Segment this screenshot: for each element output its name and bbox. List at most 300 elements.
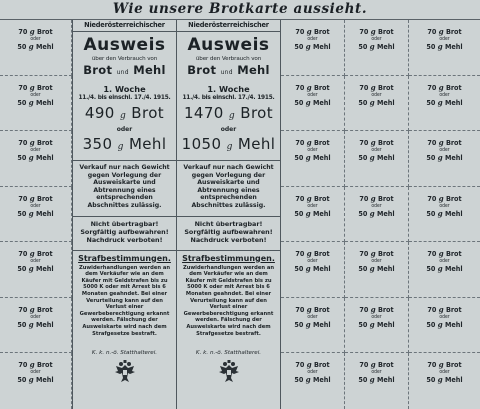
coupon-bread-word: Brot: [377, 138, 394, 148]
coupon-flour-line: [0, 154, 71, 162]
coupon-flour-word: Mehl: [376, 42, 395, 51]
card-amount-bread-num: 1470: [183, 104, 224, 122]
card-amount-bread: [73, 104, 176, 126]
bread-coupon: [409, 20, 480, 76]
coupon-flour-line: [345, 376, 408, 384]
coupon-or-word: oder: [307, 147, 318, 154]
coupon-flour-amount: 50: [426, 319, 436, 329]
coupon-bread-unit: g: [306, 27, 312, 36]
coupon-flour-unit: g: [28, 97, 34, 107]
coupon-bread-unit: g: [370, 193, 376, 203]
card-amount-flour-word: Mehl: [128, 135, 167, 153]
coupon-flour-unit: g: [437, 375, 443, 385]
coupon-bread-word: Brot: [313, 193, 330, 203]
coupon-or-word: oder: [30, 313, 41, 320]
coupon-flour-unit: g: [28, 42, 34, 51]
coupon-flour-word: Mehl: [312, 375, 331, 385]
coupon-bread-line: [0, 28, 71, 36]
card-amount-flour-unit: g: [226, 142, 233, 152]
coupon-bread-word: Brot: [377, 360, 394, 370]
bread-coupon: [0, 131, 72, 187]
coupon-bread-word: Brot: [445, 82, 462, 92]
coupon-flour-line: [409, 376, 480, 384]
bread-coupon: [345, 20, 409, 76]
coupon-flour-amount: 50: [426, 264, 436, 274]
coupon-bread-amount: 70: [427, 138, 437, 148]
coupon-flour-line: [0, 210, 71, 218]
coupon-flour-amount: 50: [426, 375, 436, 385]
coupon-or-word: oder: [30, 36, 41, 42]
coupon-bread-amount: 70: [18, 27, 28, 36]
coupon-bread-line: [345, 250, 408, 258]
coupon-bread-line: [281, 361, 344, 369]
coupon-bread-word: Brot: [36, 193, 53, 203]
coupon-bread-unit: g: [29, 27, 35, 36]
coupon-flour-line: [281, 210, 344, 218]
coupon-bread-amount: 70: [359, 304, 369, 314]
coupon-flour-line: [0, 43, 71, 51]
coupon-flour-line: [345, 265, 408, 273]
coupon-bread-word: Brot: [377, 304, 394, 314]
coupon-flour-amount: 50: [358, 42, 368, 51]
coupon-flour-unit: g: [369, 375, 375, 385]
coupon-or-word: oder: [371, 202, 382, 209]
coupon-bread-amount: 70: [18, 82, 28, 92]
coupon-flour-unit: g: [437, 208, 443, 218]
card-amount-flour: [177, 135, 280, 157]
card-week: 1. Woche: [103, 84, 146, 94]
coupon-flour-unit: g: [28, 375, 34, 385]
coupon-flour-word: Mehl: [444, 208, 463, 218]
coupon-flour-word: Mehl: [35, 375, 54, 385]
coupon-bread-line: [409, 250, 480, 258]
coupon-bread-word: Brot: [445, 360, 462, 370]
coupon-flour-word: Mehl: [376, 208, 395, 218]
coupon-bread-amount: 70: [18, 304, 28, 314]
coupon-bread-unit: g: [29, 360, 35, 370]
coupon-bread-unit: g: [29, 82, 35, 92]
coupon-bread-word: Brot: [313, 249, 330, 259]
coupon-or-word: oder: [30, 202, 41, 209]
coupon-bread-line: [281, 84, 344, 92]
coupon-flour-word: Mehl: [35, 42, 54, 51]
double-eagle-emblem: [114, 360, 136, 384]
coupon-flour-amount: 50: [294, 208, 304, 218]
coupon-bread-amount: 70: [359, 193, 369, 203]
coupon-bread-unit: g: [29, 304, 35, 314]
card-amount-flour-word: Mehl: [237, 135, 276, 153]
coupon-flour-line: [409, 99, 480, 107]
card-brot-word: Brot: [83, 63, 113, 77]
coupon-flour-unit: g: [437, 42, 443, 51]
coupon-flour-amount: 50: [294, 319, 304, 329]
card-sales-text: Verkauf nur nach Gewicht gegen Vorlegung der Ausweiskarte und Abtrennung eines entsprechenden Abschnittes zulässig.: [183, 164, 274, 209]
coupon-or-word: oder: [30, 369, 41, 376]
coupon-flour-unit: g: [305, 208, 311, 218]
coupon-bread-amount: 70: [295, 193, 305, 203]
coupon-flour-unit: g: [305, 97, 311, 107]
coupon-flour-unit: g: [437, 319, 443, 329]
coupon-bread-amount: 70: [18, 249, 28, 259]
coupon-bread-unit: g: [438, 249, 444, 259]
card-warning-reprint: Nachdruck verboten!: [86, 235, 163, 244]
coupon-flour-unit: g: [305, 42, 311, 51]
coupon-bread-amount: 70: [427, 304, 437, 314]
bread-coupon: [281, 187, 345, 243]
coupon-bread-unit: g: [438, 138, 444, 148]
coupon-bread-word: Brot: [36, 138, 53, 148]
ration-sheet: [0, 19, 480, 409]
coupon-or-word: oder: [30, 91, 41, 98]
coupon-bread-word: Brot: [445, 27, 462, 36]
coupon-bread-line: [345, 84, 408, 92]
coupon-bread-line: [345, 306, 408, 314]
ration-card-1: [72, 20, 177, 409]
card-amount-flour-num: 350: [82, 135, 113, 153]
coupon-bread-amount: 70: [359, 138, 369, 148]
coupon-flour-word: Mehl: [312, 42, 331, 51]
coupon-flour-amount: 50: [17, 153, 27, 163]
coupon-bread-amount: 70: [295, 27, 305, 36]
coupon-bread-amount: 70: [359, 82, 369, 92]
coupon-bread-line: [345, 28, 408, 36]
coupon-bread-amount: 70: [427, 249, 437, 259]
coupon-bread-unit: g: [306, 138, 312, 148]
card-amount-bread: [177, 104, 280, 126]
coupon-bread-unit: g: [370, 304, 376, 314]
coupon-bread-unit: g: [438, 27, 444, 36]
coupon-bread-unit: g: [438, 82, 444, 92]
coupon-flour-unit: g: [305, 264, 311, 274]
coupon-bread-word: Brot: [377, 249, 394, 259]
coupon-bread-unit: g: [370, 82, 376, 92]
coupon-bread-line: [345, 139, 408, 147]
double-eagle-emblem: [218, 360, 240, 384]
bread-coupon: [345, 76, 409, 132]
coupon-flour-line: [409, 265, 480, 273]
coupon-flour-unit: g: [28, 153, 34, 163]
coupon-flour-line: [0, 376, 71, 384]
card-office: K. k. n.-ö. Statthalterei.: [91, 350, 158, 357]
coupon-or-word: oder: [371, 369, 382, 376]
coupon-flour-amount: 50: [358, 264, 368, 274]
coupon-bread-amount: 70: [427, 360, 437, 370]
bread-coupon: [409, 131, 480, 187]
coupon-bread-amount: 70: [18, 360, 28, 370]
coupon-flour-unit: g: [369, 153, 375, 163]
coupon-bread-line: [281, 28, 344, 36]
coupon-flour-word: Mehl: [376, 375, 395, 385]
coupon-flour-word: Mehl: [312, 153, 331, 163]
bread-coupon: [345, 353, 409, 409]
coupon-bread-word: Brot: [36, 304, 53, 314]
coupon-bread-line: [0, 361, 71, 369]
bread-coupon: [345, 187, 409, 243]
coupon-bread-unit: g: [370, 27, 376, 36]
bread-coupon: [0, 76, 72, 132]
coupon-or-word: oder: [371, 313, 382, 320]
coupon-flour-word: Mehl: [376, 319, 395, 329]
coupon-bread-line: [281, 139, 344, 147]
coupon-flour-amount: 50: [358, 319, 368, 329]
bread-coupon: [345, 131, 409, 187]
coupon-bread-line: [0, 195, 71, 203]
coupon-flour-amount: 50: [358, 375, 368, 385]
coupon-flour-unit: g: [437, 97, 443, 107]
coupon-flour-word: Mehl: [312, 208, 331, 218]
coupon-flour-unit: g: [28, 264, 34, 274]
coupon-flour-word: Mehl: [35, 208, 54, 218]
bread-coupon: [0, 187, 72, 243]
coupon-flour-unit: g: [369, 319, 375, 329]
card-amount-flour: [73, 135, 176, 157]
card-und-word: und: [220, 69, 233, 76]
coupon-flour-word: Mehl: [444, 153, 463, 163]
coupon-bread-unit: g: [370, 360, 376, 370]
coupon-or-word: oder: [307, 202, 318, 209]
coupon-bread-line: [409, 195, 480, 203]
coupon-flour-amount: 50: [294, 97, 304, 107]
coupon-bread-amount: 70: [359, 27, 369, 36]
coupon-flour-unit: g: [369, 264, 375, 274]
coupon-flour-unit: g: [305, 153, 311, 163]
coupon-bread-amount: 70: [295, 304, 305, 314]
bread-coupon: [409, 76, 480, 132]
coupon-flour-line: [345, 154, 408, 162]
coupon-flour-amount: 50: [426, 208, 436, 218]
card-bread-flour-line: [177, 63, 280, 80]
coupon-flour-line: [409, 154, 480, 162]
coupon-flour-unit: g: [28, 319, 34, 329]
coupon-flour-word: Mehl: [444, 97, 463, 107]
coupon-bread-word: Brot: [36, 27, 53, 36]
coupon-flour-unit: g: [369, 208, 375, 218]
coupon-flour-amount: 50: [17, 264, 27, 274]
bread-coupon: [281, 76, 345, 132]
coupon-bread-word: Brot: [445, 249, 462, 259]
bread-coupon: [0, 298, 72, 354]
coupon-flour-unit: g: [305, 375, 311, 385]
coupon-or-word: oder: [439, 369, 450, 376]
bread-coupon: [409, 242, 480, 298]
coupon-bread-line: [409, 84, 480, 92]
coupon-bread-unit: g: [438, 193, 444, 203]
card-subheading: über den Verbrauch von: [195, 56, 262, 62]
coupon-bread-amount: 70: [18, 193, 28, 203]
coupon-bread-amount: 70: [18, 138, 28, 148]
bread-coupon: [0, 353, 72, 409]
coupon-bread-line: [281, 195, 344, 203]
coupon-bread-word: Brot: [445, 138, 462, 148]
coupon-bread-word: Brot: [313, 27, 330, 36]
card-heading: Ausweis: [83, 35, 166, 55]
coupon-flour-amount: 50: [17, 375, 27, 385]
coupon-or-word: oder: [30, 258, 41, 265]
coupon-flour-word: Mehl: [35, 97, 54, 107]
coupon-flour-line: [409, 321, 480, 329]
coupon-flour-word: Mehl: [376, 153, 395, 163]
coupon-flour-unit: g: [437, 153, 443, 163]
bread-coupon: [345, 298, 409, 354]
card-or-word: oder: [220, 126, 237, 133]
card-week: 1. Woche: [207, 84, 250, 94]
coupon-flour-line: [0, 99, 71, 107]
coupon-or-word: oder: [371, 258, 382, 265]
coupon-flour-line: [345, 43, 408, 51]
card-und-word: und: [116, 69, 129, 76]
coupon-bread-word: Brot: [36, 249, 53, 259]
coupon-flour-line: [281, 376, 344, 384]
card-warning-nontransferable: Nicht übertragbar!: [90, 219, 159, 228]
coupon-bread-word: Brot: [36, 360, 53, 370]
coupon-bread-word: Brot: [313, 138, 330, 148]
bread-coupon: [281, 20, 345, 76]
coupon-flour-amount: 50: [17, 319, 27, 329]
bread-coupon: [345, 242, 409, 298]
coupon-flour-line: [409, 43, 480, 51]
coupon-bread-unit: g: [306, 249, 312, 259]
coupon-flour-line: [0, 321, 71, 329]
coupon-bread-amount: 70: [295, 360, 305, 370]
card-amount-bread-word: Brot: [240, 104, 274, 122]
coupon-flour-line: [281, 265, 344, 273]
coupon-bread-unit: g: [438, 360, 444, 370]
bread-coupon: [281, 298, 345, 354]
card-warning-nontransferable: Nicht übertragbar!: [194, 219, 263, 228]
coupon-bread-word: Brot: [313, 304, 330, 314]
bread-coupon: [0, 242, 72, 298]
card-bread-flour-line: [73, 63, 176, 80]
coupon-bread-line: [0, 84, 71, 92]
coupon-or-word: oder: [439, 36, 450, 42]
coupon-flour-word: Mehl: [312, 97, 331, 107]
coupon-or-word: oder: [371, 36, 382, 42]
coupon-bread-line: [345, 361, 408, 369]
bread-coupon: [281, 353, 345, 409]
coupon-or-word: oder: [439, 147, 450, 154]
card-subheading: über den Verbrauch von: [91, 56, 158, 62]
coupon-flour-word: Mehl: [312, 319, 331, 329]
coupon-bread-amount: 70: [427, 82, 437, 92]
bread-coupon: [409, 298, 480, 354]
coupon-flour-line: [281, 321, 344, 329]
coupon-bread-line: [0, 250, 71, 258]
card-penalty-text: Zuwiderhandlungen werden an dem Verkäufer wie an dem Käufer mit Geldstrafen bis zu 5000 K oder mit Arrest bis 6 Monaten geahndet. Bei einer Verurteilung kann auf den Verlust einer Gewerbeberechtigung erkannt werden. Fälschung der Ausweiskarte wird nach dem Strafgesetze bestraft.: [78, 264, 171, 337]
coupon-bread-unit: g: [306, 82, 312, 92]
coupon-flour-word: Mehl: [35, 319, 54, 329]
coupon-bread-amount: 70: [359, 249, 369, 259]
card-warnings: [73, 217, 176, 247]
coupon-flour-word: Mehl: [444, 319, 463, 329]
coupon-bread-word: Brot: [313, 82, 330, 92]
coupon-flour-line: [281, 154, 344, 162]
coupon-flour-word: Mehl: [35, 264, 54, 274]
coupon-flour-amount: 50: [358, 97, 368, 107]
coupon-bread-amount: 70: [295, 138, 305, 148]
coupon-or-word: oder: [307, 313, 318, 320]
coupon-flour-line: [281, 43, 344, 51]
coupon-bread-line: [345, 195, 408, 203]
card-warning-reprint: Nachdruck verboten!: [190, 235, 267, 244]
card-dates: 11./4. bis einschl. 17./4. 1915.: [78, 95, 171, 101]
card-amount-flour-num: 1050: [181, 135, 222, 153]
coupon-bread-unit: g: [306, 360, 312, 370]
coupon-or-word: oder: [439, 258, 450, 265]
coupon-bread-line: [409, 306, 480, 314]
card-amount-bread-unit: g: [228, 111, 236, 121]
coupon-flour-amount: 50: [426, 153, 436, 163]
coupon-bread-word: Brot: [313, 360, 330, 370]
card-amount-bread-unit: g: [119, 111, 127, 121]
coupon-flour-line: [0, 265, 71, 273]
coupon-or-word: oder: [371, 147, 382, 154]
card-warning-keep: Sorgfältig aufbewahren!: [184, 227, 273, 236]
card-amount-flour-unit: g: [117, 142, 124, 152]
coupon-bread-amount: 70: [295, 82, 305, 92]
coupon-flour-amount: 50: [17, 208, 27, 218]
coupon-flour-word: Mehl: [35, 153, 54, 163]
coupon-flour-amount: 50: [294, 42, 304, 51]
card-or-word: oder: [116, 126, 133, 133]
card-penalty-title: Strafbestimmungen.: [182, 253, 275, 263]
coupon-flour-amount: 50: [426, 42, 436, 51]
coupon-or-word: oder: [371, 91, 382, 98]
coupon-or-word: oder: [30, 147, 41, 154]
coupon-flour-line: [409, 210, 480, 218]
coupon-flour-word: Mehl: [444, 375, 463, 385]
coupon-bread-word: Brot: [445, 304, 462, 314]
bread-coupon: [0, 20, 72, 76]
coupon-bread-unit: g: [370, 249, 376, 259]
coupon-bread-word: Brot: [377, 82, 394, 92]
page-title: Wie unsere Brotkarte aussieht.: [112, 1, 368, 17]
coupon-bread-unit: g: [306, 304, 312, 314]
coupon-bread-line: [409, 28, 480, 36]
coupon-or-word: oder: [307, 258, 318, 265]
coupon-flour-unit: g: [28, 208, 34, 218]
coupon-bread-line: [409, 361, 480, 369]
coupon-flour-amount: 50: [358, 208, 368, 218]
coupon-or-word: oder: [307, 36, 318, 42]
ration-card-2: [177, 20, 281, 409]
coupon-bread-line: [0, 139, 71, 147]
coupon-flour-word: Mehl: [312, 264, 331, 274]
coupon-or-word: oder: [439, 202, 450, 209]
coupon-bread-unit: g: [370, 138, 376, 148]
coupon-bread-amount: 70: [427, 27, 437, 36]
bread-coupon: [409, 353, 480, 409]
coupon-bread-unit: g: [306, 193, 312, 203]
card-warnings: [177, 217, 280, 247]
coupon-flour-word: Mehl: [444, 264, 463, 274]
coupon-bread-line: [281, 306, 344, 314]
coupon-flour-unit: g: [437, 264, 443, 274]
coupon-or-word: oder: [439, 313, 450, 320]
card-sales-text: Verkauf nur nach Gewicht gegen Vorlegung der Ausweiskarte und Abtrennung eines entsprechenden Abschnittes zulässig.: [79, 164, 170, 209]
card-penalty-text: Zuwiderhandlungen werden an dem Verkäufer wie an dem Käufer mit Geldstrafen bis zu 5000 K oder mit Arrest bis 6 Monaten geahndet. Bei einer Verurteilung kann auf den Verlust einer Gewerbeberechtigung erkannt werden. Fälschung der Ausweiskarte wird nach dem Strafgesetze bestraft.: [182, 264, 275, 337]
card-penalty-title: Strafbestimmungen.: [78, 253, 171, 263]
coupon-flour-unit: g: [369, 42, 375, 51]
coupon-flour-amount: 50: [294, 153, 304, 163]
card-office: K. k. n.-ö. Statthalterei.: [195, 350, 262, 357]
coupon-bread-word: Brot: [445, 193, 462, 203]
coupon-bread-amount: 70: [427, 193, 437, 203]
card-mehl-word: Mehl: [237, 63, 270, 77]
coupon-bread-unit: g: [29, 249, 35, 259]
coupon-bread-word: Brot: [36, 82, 53, 92]
card-mehl-word: Mehl: [133, 63, 166, 77]
card-amount-bread-word: Brot: [131, 104, 165, 122]
